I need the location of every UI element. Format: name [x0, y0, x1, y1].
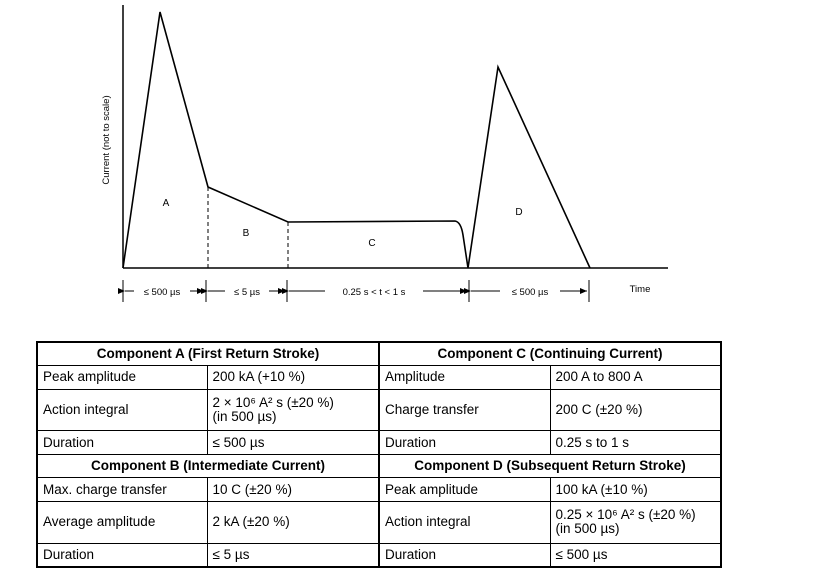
- value-text: 0.25 × 10⁶ A² s (±20 %): [555, 507, 696, 523]
- table-header-row: [37, 342, 721, 366]
- table-row: [37, 478, 721, 502]
- region-label-c: C: [368, 238, 376, 249]
- param-cell: Charge transfer: [379, 389, 550, 431]
- region-label-a: A: [162, 198, 170, 209]
- region-label-d: D: [515, 207, 523, 218]
- value-cell: 0.25 s to 1 s: [550, 431, 721, 455]
- table-header-row: [37, 454, 721, 478]
- param-cell: Average amplitude: [37, 502, 207, 544]
- value-cell: 200 A to 800 A: [550, 366, 721, 390]
- param-cell: Max. charge transfer: [37, 478, 207, 502]
- value-cell: [550, 502, 721, 544]
- current-waveform: [123, 12, 590, 268]
- region-label-b: B: [242, 228, 250, 239]
- value-cell: 2 kA (±20 %): [207, 502, 379, 544]
- value-cell: ≤ 500 µs: [550, 543, 721, 567]
- table-row: [37, 366, 721, 390]
- component-spec-table: [36, 341, 722, 568]
- value-cell: 200 kA (+10 %): [207, 366, 379, 390]
- interval-label-d: ≤ 500 µs: [511, 287, 549, 298]
- param-cell: Duration: [37, 431, 207, 455]
- y-axis-label: Current (not to scale): [101, 95, 112, 185]
- component-d-title: Component D (Subsequent Return Stroke): [379, 454, 721, 478]
- value-cell: [207, 389, 379, 431]
- param-cell: Action integral: [379, 502, 550, 544]
- interval-label-b: ≤ 5 µs: [234, 287, 260, 298]
- param-cell: Duration: [379, 431, 550, 455]
- table-row: [37, 431, 721, 455]
- value-cell: 100 kA (±10 %): [550, 478, 721, 502]
- table-row: [37, 543, 721, 567]
- param-cell: Duration: [379, 543, 550, 567]
- value-note: (in 500 µs): [212, 408, 277, 424]
- value-note: (in 500 µs): [555, 521, 620, 537]
- component-b-title: Component B (Intermediate Current): [37, 454, 379, 478]
- param-cell: Peak amplitude: [379, 478, 550, 502]
- param-cell: Peak amplitude: [37, 366, 207, 390]
- value-cell: ≤ 5 µs: [207, 543, 379, 567]
- table-row: [37, 502, 721, 544]
- component-a-title: Component A (First Return Stroke): [37, 342, 379, 366]
- value-cell: 10 C (±20 %): [207, 478, 379, 502]
- component-c-title: Component C (Continuing Current): [379, 342, 721, 366]
- param-cell: Amplitude: [379, 366, 550, 390]
- value-cell: ≤ 500 µs: [207, 431, 379, 455]
- value-cell: 200 C (±20 %): [550, 389, 721, 431]
- interval-label-a: ≤ 500 µs: [143, 287, 181, 298]
- param-cell: Duration: [37, 543, 207, 567]
- table-row: [37, 389, 721, 431]
- interval-label-c: 0.25 s < t < 1 s: [342, 287, 406, 298]
- value-text: 2 × 10⁶ A² s (±20 %): [212, 394, 334, 410]
- param-cell: Action integral: [37, 389, 207, 431]
- x-axis-label: Time: [629, 284, 651, 295]
